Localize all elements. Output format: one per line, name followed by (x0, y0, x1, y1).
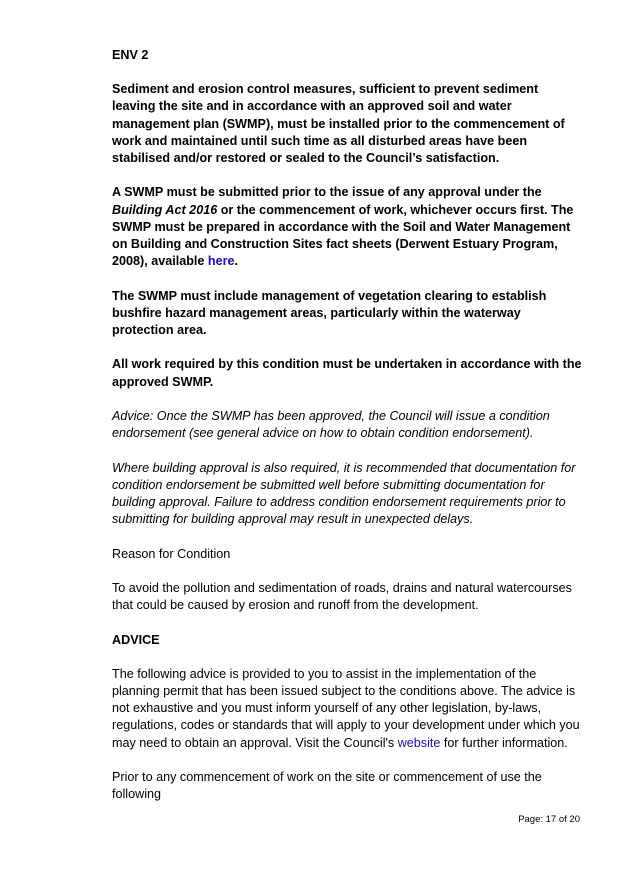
condition-paragraph-sediment-measures: Sediment and erosion control measures, sufficient to prevent sediment leaving the site and in accordance with an approved soil and water management plan (SWMP), must be installed prior to the commencement of work and maintained until such time as all disturbed areas have been stabilised and/or restored or sealed to the Council’s satisfaction. (112, 82, 565, 166)
advice-paragraph-endorsement: Advice: Once the SWMP has been approved, the Council will issue a condition endorsement (see general advice on how to obtain condition endorsement). (112, 409, 550, 441)
here-link[interactable]: here (207, 254, 235, 269)
condition-paragraph-work-accordance: All work required by this condition must be undertaken in accordance with the approved SWMP. (112, 357, 582, 389)
document-page (112, 47, 582, 821)
page-number: Page: 17 of 20 (518, 814, 580, 825)
swmp-submission-text-2: or the commencement of work, whichever occurs first. The SWMP must be prepared in accordance with the Soil and Water Management on Building and Construction Sites fact sheets (Derwent Estuary Program, 2008), available (112, 202, 574, 269)
advice-heading: ADVICE (112, 632, 160, 647)
swmp-submission-end: . (234, 254, 239, 269)
condition-heading: ENV 2 (112, 48, 149, 62)
building-act-reference: Building Act 2016 (112, 202, 218, 217)
advice-general-text-1: The following advice is provided to you to assist in the implementation of the planning permit that has been issued subject to the conditions above. The advice is not exhaustive and you must inform yourself of any other legislation, by-laws, regulations, codes or standards that will apply to your development under which you may need to obtain an approval. Visit the Council's (112, 666, 580, 750)
advice-general-text-2: for further information. (440, 735, 568, 750)
advice-paragraph-building-approval: Where building approval is also required, it is recommended that documentation for condition endorsement be submitted well before submitting documentation for building approval. Failure to address condition endorsement requirements prior to submitting for building approval may result in unexpected delays. (112, 460, 576, 527)
condition-paragraph-vegetation-clearing: The SWMP must include management of vegetation clearing to establish bushfire hazard management areas, particularly within the waterway protection area. (112, 288, 547, 338)
condition-paragraph-swmp-submission (112, 184, 582, 270)
advice-paragraph-prior-commencement: Prior to any commencement of work on the site or commencement of use the following (112, 769, 542, 802)
reason-label: Reason for Condition (112, 546, 231, 561)
website-link[interactable]: website (397, 735, 441, 750)
reason-text: To avoid the pollution and sedimentation of roads, drains and natural watercourses that could be caused by erosion and runoff from the development. (112, 580, 572, 613)
advice-paragraph-general (112, 666, 582, 752)
swmp-submission-text-1: A SWMP must be submitted prior to the issue of any approval under the (112, 185, 542, 200)
